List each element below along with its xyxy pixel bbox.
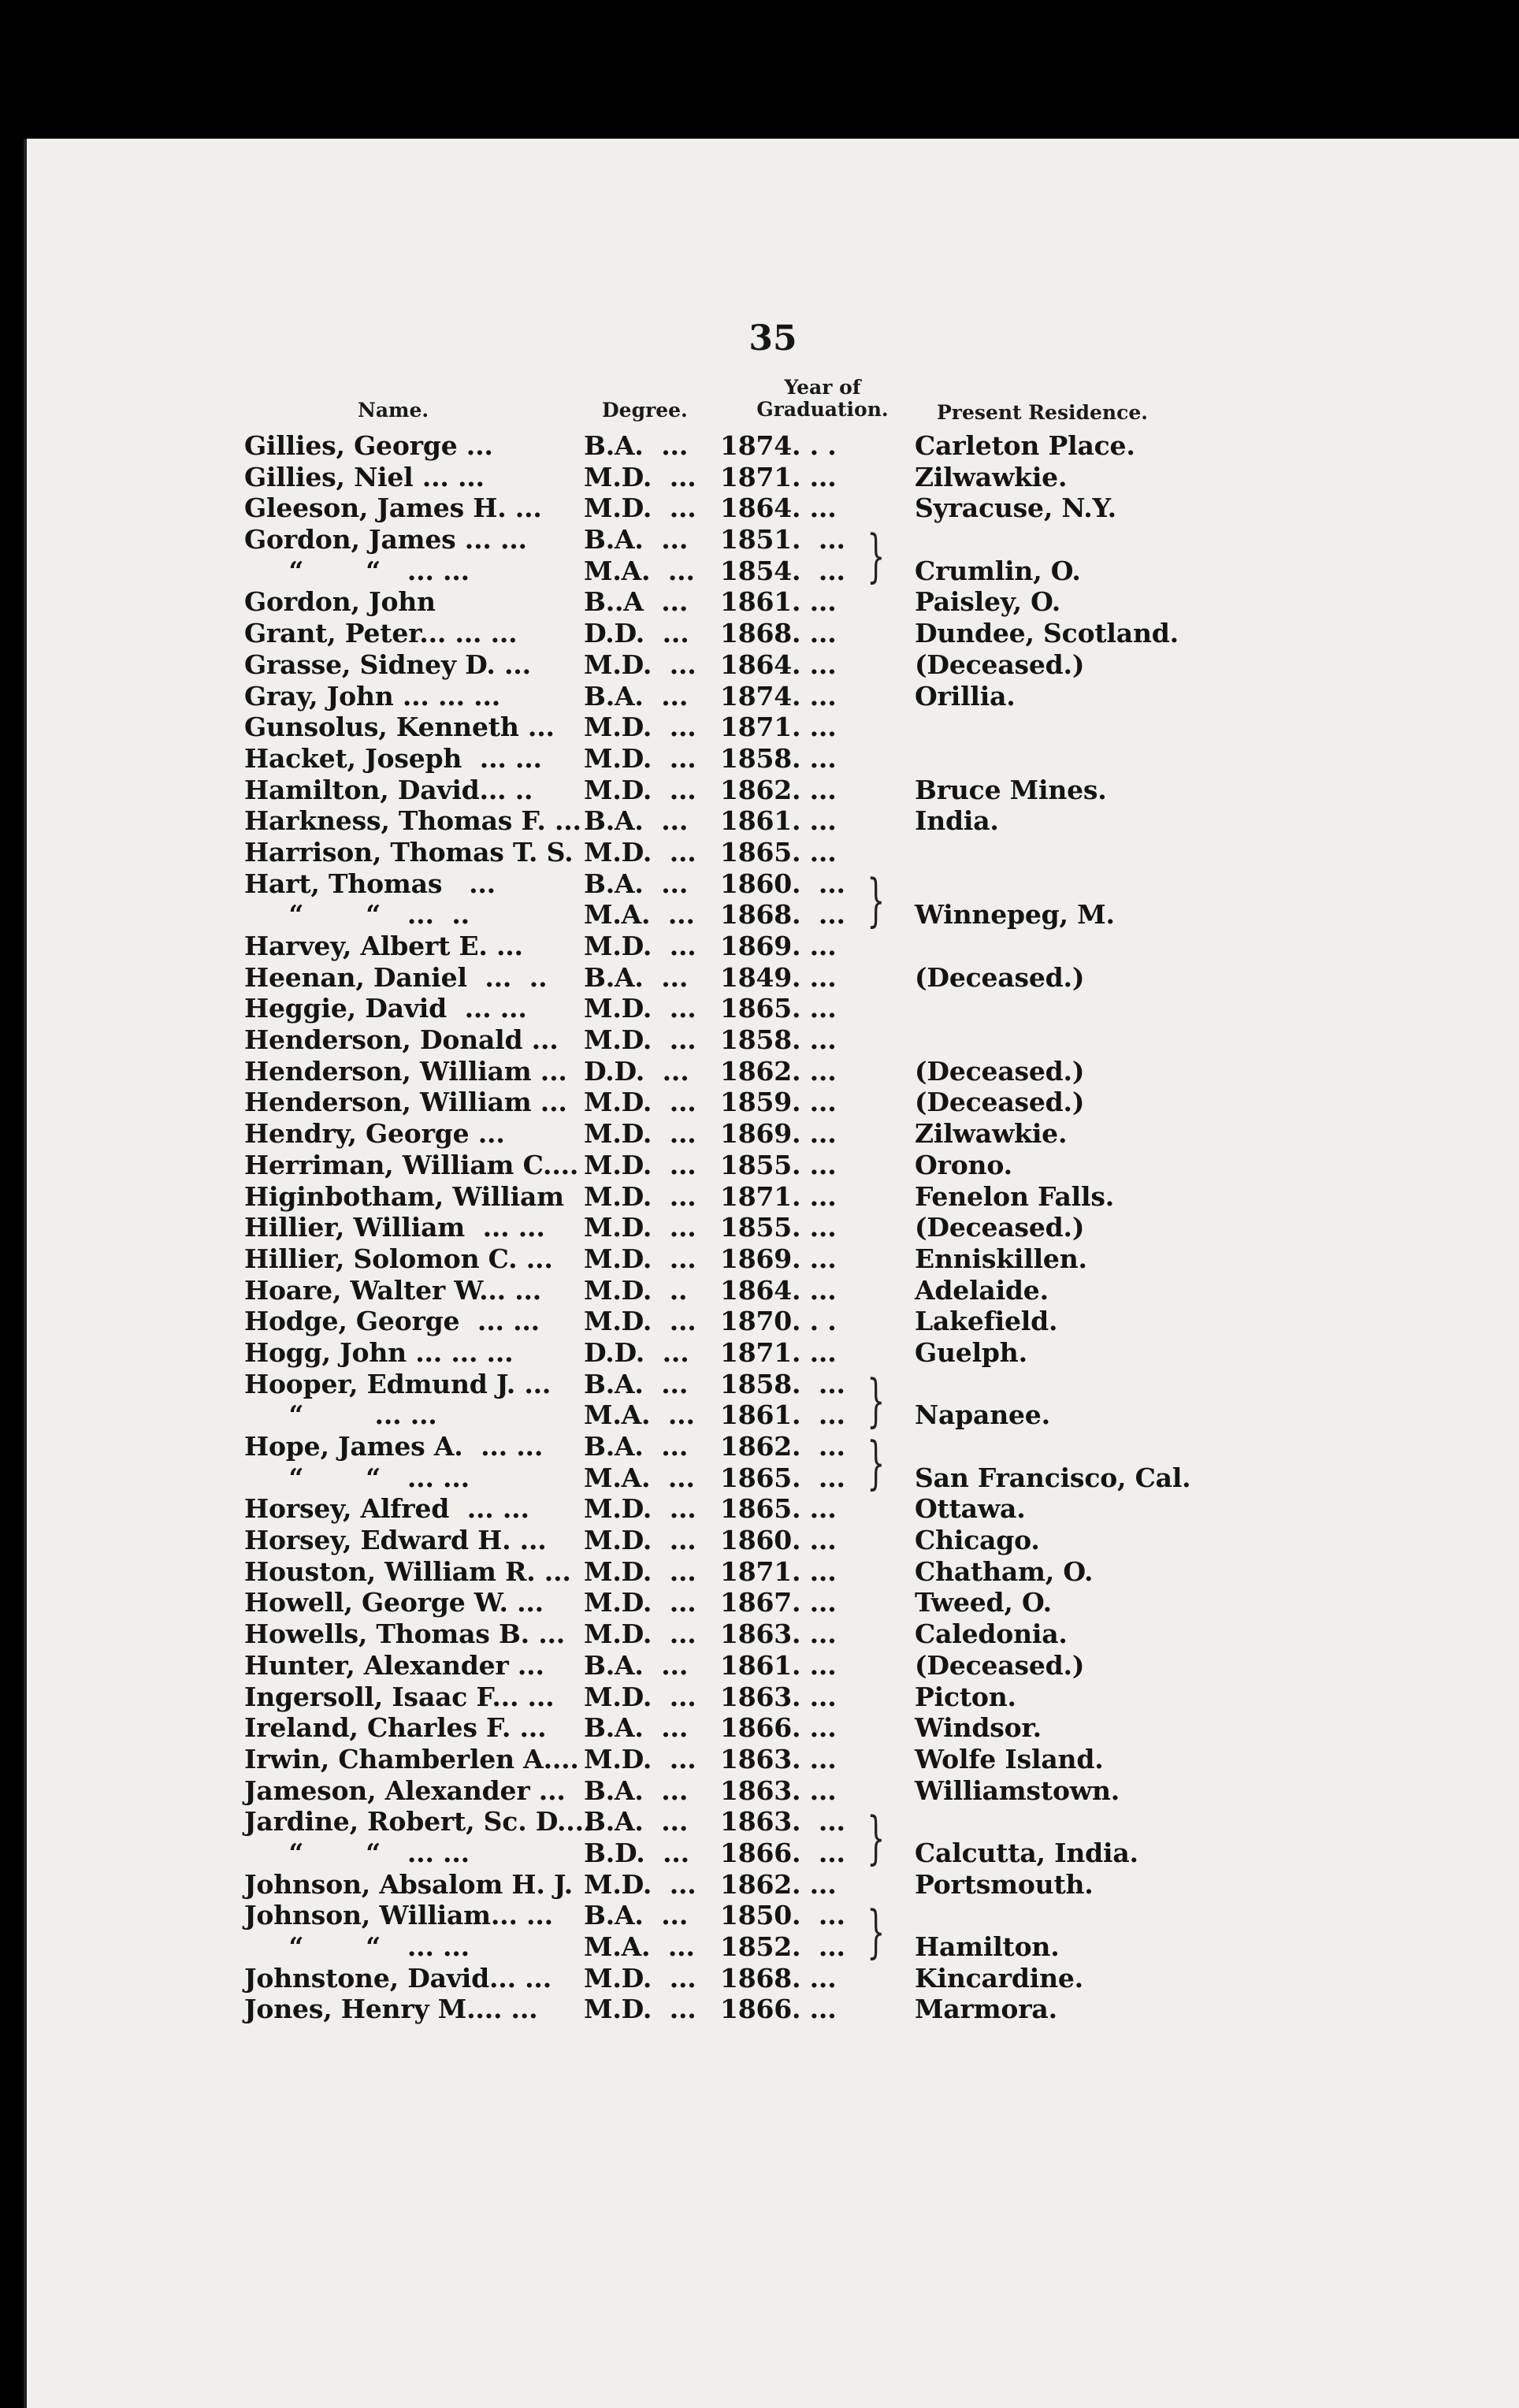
graduation-year: 1849. ... [720, 961, 837, 993]
graduate-name: Hodge, George ... ... [244, 1306, 540, 1337]
list-item [27, 1931, 1519, 1963]
graduation-year: 1851. ... [720, 524, 845, 556]
present-residence: Chatham, O. [915, 1555, 1094, 1587]
degree: M.A. ... [584, 1462, 695, 1493]
present-residence: Crumlin, O. [915, 555, 1081, 586]
column-header-degree: Degree. [602, 399, 688, 422]
graduation-year: 1865. ... [720, 1493, 837, 1525]
list-item [27, 1243, 1519, 1275]
degree: M.D. ... [584, 931, 696, 961]
graduate-name: Hendry, George ... [244, 1118, 505, 1150]
graduation-year: 1874. . . [720, 430, 837, 461]
list-item [27, 1712, 1519, 1744]
present-residence: (Deceased.) [915, 648, 1085, 680]
degree: M.D. ... [584, 1868, 696, 1900]
scanned-page [27, 139, 1519, 2408]
present-residence: Caledonia. [915, 1618, 1068, 1650]
graduation-year: 1868. ... [720, 618, 837, 649]
graduate-name: Gordon, John [244, 586, 436, 618]
graduation-year: 1863. ... [720, 1743, 837, 1774]
list-item [27, 462, 1519, 493]
graduate-name: Horsey, Alfred ... ... [244, 1493, 529, 1525]
degree: B.A. ... [584, 1774, 689, 1806]
present-residence: Picton. [915, 1681, 1016, 1712]
graduate-name: Johnson, William... ... [244, 1900, 553, 1931]
present-residence: Winnepeg, M. [915, 899, 1115, 931]
graduate-name: Hope, James A. ... ... [244, 1431, 544, 1462]
present-residence: Hamilton. [915, 1931, 1060, 1962]
graduate-name: Gray, John ... ... ... [244, 680, 501, 712]
list-item [27, 805, 1519, 837]
graduate-name: “ “ ... ... [244, 1462, 470, 1493]
graduate-name: Henderson, William ... [244, 1055, 567, 1087]
degree: M.D. ... [584, 1587, 696, 1618]
degree: M.D. ... [584, 836, 696, 868]
list-item [27, 1150, 1519, 1181]
list-item [27, 1056, 1519, 1087]
list-item [27, 618, 1519, 649]
degree: B.A. ... [584, 868, 689, 899]
graduate-name: Johnstone, David... ... [244, 1962, 552, 1994]
graduate-name: Hillier, Solomon C. ... [244, 1243, 553, 1274]
degree: M.D. ... [584, 1681, 696, 1712]
graduate-name: Horsey, Edward H. ... [244, 1525, 547, 1556]
degree: M.D. ... [584, 1493, 696, 1525]
list-item [27, 492, 1519, 524]
graduation-year: 1870. . . [720, 1306, 837, 1337]
brace-mark: } [867, 522, 886, 589]
present-residence: Tweed, O. [915, 1587, 1052, 1618]
list-item [27, 837, 1519, 868]
graduate-name: Herriman, William C.... [244, 1149, 579, 1180]
graduate-name: Grant, Peter... ... ... [244, 618, 518, 649]
present-residence: Fenelon Falls. [915, 1180, 1114, 1212]
list-item [27, 962, 1519, 994]
list-item [27, 1462, 1519, 1494]
graduation-year: 1869. ... [720, 1243, 837, 1274]
list-item [27, 712, 1519, 743]
graduate-name: Houston, William R. ... [244, 1555, 571, 1587]
graduate-name: Jardine, Robert, Sc. D.... [244, 1806, 593, 1838]
graduation-year: 1866. ... [720, 1994, 837, 2025]
degree: M.D. ... [584, 1118, 696, 1150]
graduation-year: 1862. ... [720, 1868, 837, 1900]
present-residence: Enniskillen. [915, 1243, 1087, 1274]
degree: M.A. ... [584, 899, 695, 931]
list-item [27, 1118, 1519, 1150]
graduate-name: Heenan, Daniel ... .. [244, 961, 548, 993]
degree: M.D. ... [584, 1994, 696, 2025]
list-item [27, 586, 1519, 618]
degree: M.D. ... [584, 1212, 696, 1243]
list-item [27, 1587, 1519, 1618]
degree: B.A. ... [584, 524, 689, 556]
graduate-name: Henderson, Donald ... [244, 1024, 559, 1056]
graduation-year: 1858. ... [720, 1368, 845, 1399]
present-residence: Zilwawkie. [915, 461, 1068, 492]
graduate-name: Hogg, John ... ... ... [244, 1336, 514, 1368]
list-item [27, 1024, 1519, 1056]
list-item [27, 1337, 1519, 1369]
graduation-year: 1863. ... [720, 1806, 845, 1838]
brace-mark: } [867, 1366, 886, 1433]
degree: M.D. ... [584, 1525, 696, 1556]
list-item [27, 1682, 1519, 1713]
present-residence: Orono. [915, 1149, 1012, 1180]
list-item [27, 931, 1519, 962]
graduation-year: 1855. ... [720, 1212, 837, 1243]
graduation-year: 1860. ... [720, 868, 845, 899]
graduation-year: 1858. ... [720, 1024, 837, 1056]
present-residence: Calcutta, India. [915, 1837, 1138, 1868]
column-header-name: Name. [358, 399, 429, 422]
graduate-list [27, 430, 1519, 2025]
graduate-name: Higinbotham, William [244, 1180, 564, 1212]
list-item [27, 993, 1519, 1024]
list-item [27, 649, 1519, 681]
brace-mark: } [867, 866, 886, 933]
present-residence: Ottawa. [915, 1493, 1026, 1525]
graduate-name: Hillier, William ... ... [244, 1212, 545, 1243]
degree: M.D. ... [584, 1180, 696, 1212]
graduation-year: 1869. ... [720, 931, 837, 961]
degree: M.D. ... [584, 712, 696, 743]
graduate-name: Harvey, Albert E. ... [244, 931, 523, 961]
degree: D.D. ... [584, 1055, 689, 1087]
present-residence: Portsmouth. [915, 1868, 1094, 1900]
present-residence: Orillia. [915, 680, 1016, 712]
graduate-name: Hooper, Edmund J. ... [244, 1368, 552, 1399]
graduate-name: Gunsolus, Kenneth ... [244, 712, 555, 743]
present-residence: Adelaide. [915, 1274, 1049, 1306]
page-number: 35 [748, 318, 797, 359]
graduate-name: Harkness, Thomas F. ... [244, 805, 581, 837]
graduation-year: 1859. ... [720, 1087, 837, 1118]
graduation-year: 1855. ... [720, 1149, 837, 1180]
graduate-name: Jameson, Alexander ... [244, 1774, 566, 1806]
graduation-year: 1871. ... [720, 712, 837, 743]
column-header-year [740, 377, 905, 421]
present-residence: (Deceased.) [915, 961, 1085, 993]
list-item [27, 1775, 1519, 1807]
graduation-year: 1871. ... [720, 1336, 837, 1368]
list-item [27, 1618, 1519, 1650]
column-header-year-line2: Graduation. [756, 398, 889, 421]
graduation-year: 1865. ... [720, 1462, 845, 1493]
present-residence: India. [915, 805, 999, 837]
graduate-name: Hamilton, David... .. [244, 774, 533, 805]
list-item [27, 1493, 1519, 1525]
graduation-year: 1852. ... [720, 1931, 845, 1962]
degree: M.A. ... [584, 1399, 695, 1431]
degree: M.D. ... [584, 1024, 696, 1056]
list-item [27, 1963, 1519, 1994]
degree: M.D. ... [584, 1149, 696, 1180]
list-item [27, 1212, 1519, 1243]
degree: B.A. ... [584, 430, 689, 461]
graduation-year: 1869. ... [720, 1118, 837, 1150]
list-item [27, 1838, 1519, 1869]
graduation-year: 1861. ... [720, 1649, 837, 1681]
graduation-year: 1850. ... [720, 1900, 845, 1931]
list-item [27, 1556, 1519, 1588]
degree: M.D. ... [584, 1618, 696, 1650]
graduation-year: 1861. ... [720, 586, 837, 618]
graduation-year: 1868. ... [720, 899, 845, 931]
column-header-year-line1: Year of [784, 376, 861, 399]
graduation-year: 1868. ... [720, 1962, 837, 1994]
degree: B.A. ... [584, 1900, 689, 1931]
present-residence: Kincardine. [915, 1962, 1083, 1994]
present-residence: Bruce Mines. [915, 774, 1107, 805]
graduation-year: 1866. ... [720, 1712, 837, 1744]
list-item [27, 1275, 1519, 1306]
degree: M.D. ... [584, 1306, 696, 1337]
list-item [27, 556, 1519, 587]
degree: B.A. ... [584, 1806, 689, 1838]
graduation-year: 1864. ... [720, 1274, 837, 1306]
present-residence: Windsor. [915, 1712, 1042, 1744]
graduation-year: 1871. ... [720, 1180, 837, 1212]
degree: D.D. ... [584, 618, 689, 649]
list-item [27, 743, 1519, 775]
present-residence: (Deceased.) [915, 1212, 1085, 1243]
list-item [27, 899, 1519, 931]
degree: M.D. .. [584, 1274, 688, 1306]
graduate-name: Hunter, Alexander ... [244, 1649, 544, 1681]
present-residence: Dundee, Scotland. [915, 618, 1179, 649]
graduate-name: Harrison, Thomas T. S. [244, 836, 574, 868]
present-residence: Guelph. [915, 1336, 1027, 1368]
graduate-name: Gillies, George ... [244, 430, 493, 461]
present-residence: San Francisco, Cal. [915, 1462, 1191, 1493]
present-residence: Zilwawkie. [915, 1118, 1068, 1150]
list-item [27, 1869, 1519, 1901]
graduate-name: Hart, Thomas ... [244, 868, 496, 899]
present-residence: Syracuse, N.Y. [915, 492, 1116, 524]
list-item [27, 1181, 1519, 1213]
present-residence: Marmora. [915, 1994, 1057, 2025]
degree: M.D. ... [584, 993, 696, 1024]
degree: B..A ... [584, 586, 689, 618]
graduate-name: Howell, George W. ... [244, 1587, 544, 1618]
graduation-year: 1865. ... [720, 836, 837, 868]
graduation-year: 1862. ... [720, 1431, 845, 1462]
present-residence: Chicago. [915, 1525, 1040, 1556]
graduate-name: “ “ ... ... [244, 555, 470, 586]
list-item [27, 1744, 1519, 1775]
list-item [27, 1650, 1519, 1682]
graduation-year: 1871. ... [720, 461, 837, 492]
degree: M.D. ... [584, 1743, 696, 1774]
graduate-name: “ “ ... .. [244, 899, 470, 931]
degree: M.D. ... [584, 1243, 696, 1274]
list-item [27, 430, 1519, 462]
graduation-year: 1863. ... [720, 1618, 837, 1650]
degree: D.D. ... [584, 1336, 689, 1368]
brace-mark: } [867, 1804, 886, 1871]
graduation-year: 1864. ... [720, 492, 837, 524]
degree: B.A. ... [584, 680, 689, 712]
degree: M.A. ... [584, 1931, 695, 1962]
list-item [27, 1525, 1519, 1556]
graduate-name: Gillies, Niel ... ... [244, 461, 485, 492]
degree: M.D. ... [584, 774, 696, 805]
list-item [27, 1306, 1519, 1337]
graduate-name: Ireland, Charles F. ... [244, 1712, 547, 1744]
graduation-year: 1862. ... [720, 774, 837, 805]
degree: B.A. ... [584, 961, 689, 993]
graduation-year: 1867. ... [720, 1587, 837, 1618]
degree: M.D. ... [584, 1555, 696, 1587]
degree: B.A. ... [584, 1649, 689, 1681]
list-item [27, 1399, 1519, 1431]
degree: B.A. ... [584, 1368, 689, 1399]
present-residence: Williamstown. [915, 1774, 1120, 1806]
graduate-name: Gleeson, James H. ... [244, 492, 542, 524]
degree: M.D. ... [584, 1962, 696, 1994]
graduation-year: 1862. ... [720, 1055, 837, 1087]
graduate-name: Hoare, Walter W... ... [244, 1274, 542, 1306]
degree: M.A. ... [584, 555, 695, 586]
graduate-name: “ “ ... ... [244, 1931, 470, 1962]
graduation-year: 1865. ... [720, 993, 837, 1024]
list-item [27, 1994, 1519, 2025]
graduate-name: Johnson, Absalom H. J. [244, 1868, 574, 1900]
graduation-year: 1864. ... [720, 648, 837, 680]
graduate-name: Ingersoll, Isaac F... ... [244, 1681, 555, 1712]
brace-mark: } [867, 1429, 886, 1496]
graduation-year: 1860. ... [720, 1525, 837, 1556]
degree: B.D. ... [584, 1837, 689, 1868]
graduate-name: Howells, Thomas B. ... [244, 1618, 566, 1650]
present-residence: Wolfe Island. [915, 1743, 1104, 1774]
degree: M.D. ... [584, 742, 696, 774]
list-item [27, 775, 1519, 806]
column-header-residence: Present Residence. [937, 401, 1148, 424]
degree: M.D. ... [584, 648, 696, 680]
graduation-year: 1874. ... [720, 680, 837, 712]
degree: M.D. ... [584, 492, 696, 524]
graduation-year: 1861. ... [720, 805, 837, 837]
degree: M.D. ... [584, 1087, 696, 1118]
present-residence: Lakefield. [915, 1306, 1058, 1337]
graduate-name: Henderson, William ... [244, 1087, 567, 1118]
present-residence: Carleton Place. [915, 430, 1135, 461]
graduation-year: 1858. ... [720, 742, 837, 774]
list-item [27, 681, 1519, 712]
graduation-year: 1861. ... [720, 1399, 845, 1431]
degree: B.A. ... [584, 1431, 689, 1462]
graduate-name: Heggie, David ... ... [244, 993, 527, 1024]
graduation-year: 1871. ... [720, 1555, 837, 1587]
graduation-year: 1866. ... [720, 1837, 845, 1868]
present-residence: Napanee. [915, 1399, 1050, 1431]
graduate-name: Irwin, Chamberlen A.... [244, 1743, 579, 1774]
present-residence: Paisley, O. [915, 586, 1061, 618]
graduation-year: 1863. ... [720, 1681, 837, 1712]
graduation-year: 1854. ... [720, 555, 845, 586]
brace-mark: } [867, 1898, 886, 1965]
graduate-name: Grasse, Sidney D. ... [244, 648, 531, 680]
degree: B.A. ... [584, 805, 689, 837]
degree: B.A. ... [584, 1712, 689, 1744]
list-item [27, 1087, 1519, 1118]
graduation-year: 1863. ... [720, 1774, 837, 1806]
graduate-name: Jones, Henry M.... ... [244, 1994, 538, 2025]
graduate-name: Gordon, James ... ... [244, 524, 527, 556]
present-residence: (Deceased.) [915, 1649, 1085, 1681]
present-residence: (Deceased.) [915, 1055, 1085, 1087]
degree: M.D. ... [584, 461, 696, 492]
present-residence: (Deceased.) [915, 1087, 1085, 1118]
graduate-name: “ “ ... ... [244, 1837, 470, 1868]
graduate-name: Hacket, Joseph ... ... [244, 742, 542, 774]
graduate-name: “ ... ... [244, 1399, 437, 1431]
